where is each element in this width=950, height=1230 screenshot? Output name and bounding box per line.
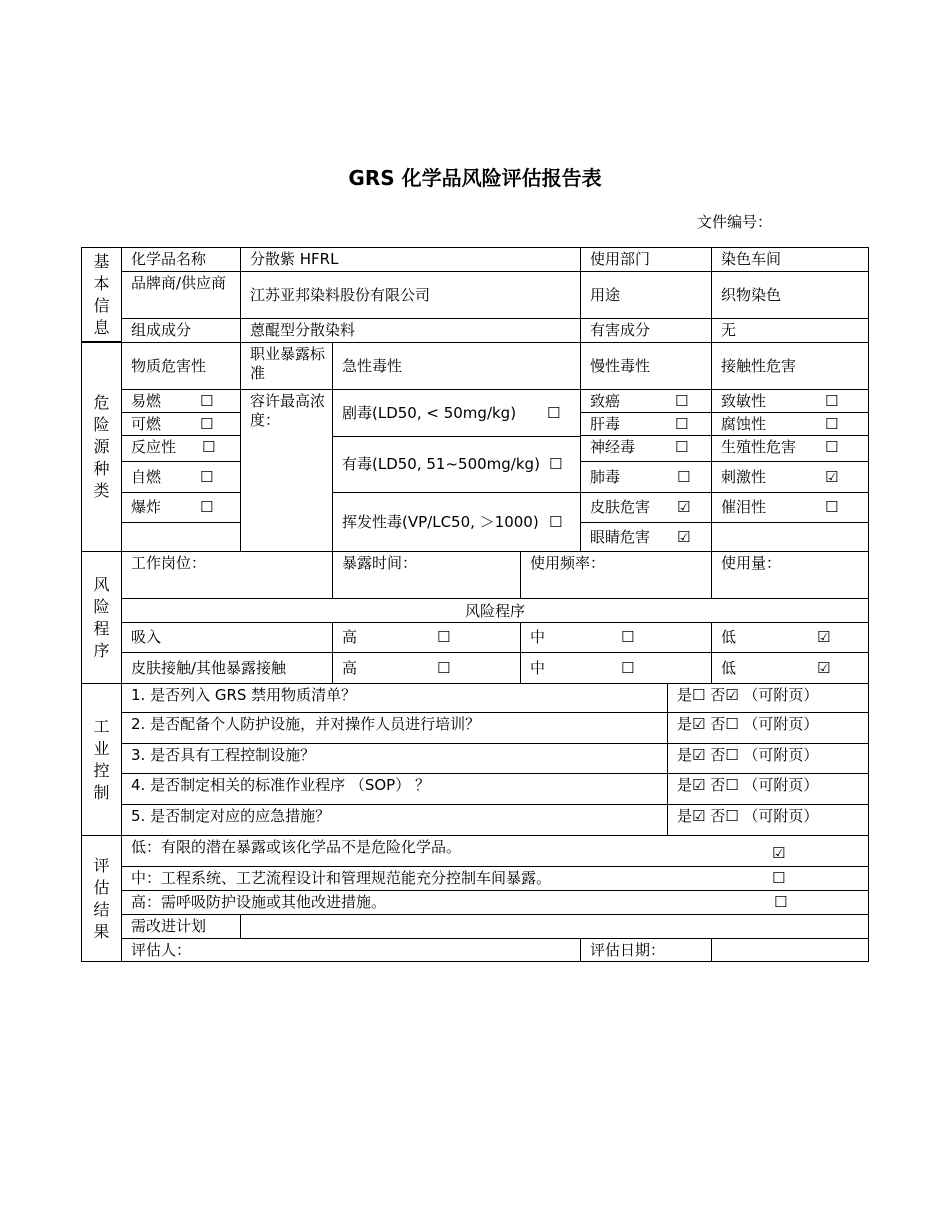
checkbox[interactable]: ☐ bbox=[825, 392, 839, 410]
hdr-contact-hazard: 接触性危害 bbox=[711, 342, 869, 390]
checkbox[interactable]: ☑ bbox=[677, 498, 691, 516]
use-label: 用途 bbox=[580, 271, 712, 319]
composition-value: 蒽醌型分散染料 bbox=[240, 318, 581, 343]
checkbox[interactable]: ☐ bbox=[675, 392, 689, 410]
section-result: 评估结果 bbox=[81, 835, 122, 962]
contact-item: 生殖性危害 ☐ bbox=[711, 435, 869, 462]
checkbox[interactable]: ☐ bbox=[200, 415, 214, 433]
harmful-label: 有害成分 bbox=[580, 318, 712, 343]
control-answer[interactable]: 是☑ 否☐ （可附页） bbox=[667, 712, 869, 744]
assessor-label: 评估人： bbox=[121, 938, 581, 962]
control-question: 4. 是否制定相关的标准作业程序 （SOP） ？ bbox=[121, 773, 668, 805]
exposure-limit: 容许最高浓度： bbox=[240, 389, 333, 552]
improvement-plan-value[interactable] bbox=[240, 914, 869, 939]
checkbox[interactable]: ☐ bbox=[202, 438, 216, 456]
risk-mid: 中 ☐ bbox=[520, 652, 712, 684]
checkbox[interactable]: ☐ bbox=[825, 438, 839, 456]
checkbox[interactable]: ☑ bbox=[817, 628, 831, 646]
checkbox[interactable]: ☐ bbox=[549, 455, 563, 473]
hdr-material-hazard: 物质危害性 bbox=[121, 342, 241, 390]
dept-label: 使用部门 bbox=[580, 247, 712, 272]
checkbox[interactable]: ☐ bbox=[200, 498, 214, 516]
checkbox[interactable]: ☐ bbox=[549, 512, 563, 531]
page-title: GRS 化学品风险评估报告表 bbox=[348, 166, 602, 190]
section-basic-info: 基本信息 bbox=[81, 247, 122, 342]
risk-high: 高 ☐ bbox=[332, 652, 521, 684]
control-answer[interactable]: 是☑ 否☐ （可附页） bbox=[667, 804, 869, 836]
acute-item: 有毒(LD50, 51~500mg/kg) ☐ bbox=[332, 436, 581, 493]
risk-low: 低 ☑ bbox=[711, 622, 869, 653]
checkbox[interactable]: ☐ bbox=[437, 628, 451, 646]
checkbox[interactable]: ☐ bbox=[547, 403, 561, 422]
checkbox[interactable]: ☑ bbox=[817, 658, 831, 677]
assess-date-value[interactable] bbox=[711, 938, 869, 962]
checkbox[interactable]: ☐ bbox=[675, 415, 689, 433]
contact-item: 腐蚀性 ☐ bbox=[711, 412, 869, 436]
acute-item: 剧毒(LD50, < 50mg/kg) ☐ bbox=[332, 389, 581, 437]
control-answer[interactable]: 是☐ 否☑ （可附页） bbox=[667, 683, 869, 713]
checkbox[interactable]: ☐ bbox=[825, 415, 839, 433]
contact-item: 致敏性 ☐ bbox=[711, 389, 869, 413]
checkbox[interactable]: ☑ bbox=[825, 467, 839, 486]
control-question: 1. 是否列入 GRS 禁用物质清单？ bbox=[121, 683, 668, 713]
brand-value: 江苏亚邦染料股份有限公司 bbox=[240, 271, 581, 319]
checkbox[interactable]: ☐ bbox=[200, 392, 214, 410]
checkbox[interactable]: ☐ bbox=[621, 628, 635, 646]
checkbox[interactable]: ☐ bbox=[772, 869, 786, 887]
hdr-chronic-tox: 慢性毒性 bbox=[580, 342, 712, 390]
chronic-item: 肝毒 ☐ bbox=[580, 412, 712, 436]
control-question: 3. 是否具有工程控制设施？ bbox=[121, 743, 668, 774]
control-answer[interactable]: 是☑ 否☐ （可附页） bbox=[667, 773, 869, 805]
checkbox[interactable]: ☑ bbox=[772, 844, 786, 862]
composition-label: 组成成分 bbox=[121, 318, 241, 343]
contact-empty bbox=[711, 522, 869, 552]
brand-label: 品牌商/供应商 bbox=[121, 271, 241, 319]
risk-low: 低 ☑ bbox=[711, 652, 869, 684]
checkbox[interactable]: ☑ bbox=[677, 527, 691, 546]
control-question: 5. 是否制定对应的应急措施？ bbox=[121, 804, 668, 836]
chronic-item: 皮肤危害 ☑ bbox=[580, 492, 712, 523]
chem-name-value: 分散紫 HFRL bbox=[240, 247, 581, 272]
chronic-item: 肺毒 ☐ bbox=[580, 461, 712, 493]
contact-item: 刺激性 ☑ bbox=[711, 461, 869, 493]
control-answer[interactable]: 是☑ 否☐ （可附页） bbox=[667, 743, 869, 774]
material-item: 自燃 ☐ bbox=[121, 461, 241, 493]
material-item: 可燃 ☐ bbox=[121, 412, 241, 436]
result-level-high: 高：需呼吸防护设施或其他改进措施。 ☐ bbox=[121, 890, 869, 915]
risk-high: 高 ☐ bbox=[332, 622, 521, 653]
checkbox[interactable]: ☐ bbox=[825, 498, 839, 516]
checkbox[interactable]: ☐ bbox=[200, 467, 214, 486]
material-item: 易燃 ☐ bbox=[121, 389, 241, 413]
material-item: 反应性 ☐ bbox=[121, 435, 241, 462]
acute-item: 挥发性毒(VP/LC50, ＞1000) ☐ bbox=[332, 492, 581, 552]
hdr-exposure-std: 职业暴露标准 bbox=[240, 342, 333, 390]
section-risk: 风险程序 bbox=[81, 551, 122, 684]
checkbox[interactable]: ☐ bbox=[675, 438, 689, 456]
work-post-label: 工作岗位： bbox=[121, 551, 333, 599]
use-frequency-label: 使用频率： bbox=[520, 551, 712, 599]
material-item: 爆炸 ☐ bbox=[121, 492, 241, 523]
risk-program-header: 风险程序 bbox=[121, 598, 869, 623]
checkbox[interactable]: ☐ bbox=[774, 893, 788, 911]
result-level-mid: 中：工程系统、工艺流程设计和管理规范能充分控制车间暴露。 ☐ bbox=[121, 866, 869, 891]
risk-route: 皮肤接触/其他暴露接触 bbox=[121, 652, 333, 684]
contact-item: 催泪性 ☐ bbox=[711, 492, 869, 523]
material-empty bbox=[121, 522, 241, 552]
doc-number-label: 文件编号： bbox=[697, 213, 773, 231]
dept-value: 染色车间 bbox=[711, 247, 869, 272]
section-control: 工业控制 bbox=[81, 683, 122, 836]
use-value: 织物染色 bbox=[711, 271, 869, 319]
result-level-low: 低：有限的潜在暴露或该化学品不是危险化学品。 ☑ bbox=[121, 835, 869, 867]
assess-date-label: 评估日期： bbox=[580, 938, 712, 962]
chronic-item: 眼睛危害 ☑ bbox=[580, 522, 712, 552]
checkbox[interactable]: ☐ bbox=[621, 658, 635, 677]
improvement-plan-label: 需改进计划 bbox=[121, 914, 241, 939]
chronic-item: 神经毒 ☐ bbox=[580, 435, 712, 462]
risk-route: 吸入 bbox=[121, 622, 333, 653]
checkbox[interactable]: ☐ bbox=[677, 467, 691, 486]
exposure-time-label: 暴露时间： bbox=[332, 551, 521, 599]
chem-name-label: 化学品名称 bbox=[121, 247, 241, 272]
checkbox[interactable]: ☐ bbox=[437, 658, 451, 677]
section-hazard: 危险源种类 bbox=[81, 342, 122, 552]
chronic-item: 致癌 ☐ bbox=[580, 389, 712, 413]
use-quantity-label: 使用量： bbox=[711, 551, 869, 599]
control-question: 2. 是否配备个人防护设施，并对操作人员进行培训？ bbox=[121, 712, 668, 744]
risk-mid: 中 ☐ bbox=[520, 622, 712, 653]
hdr-acute-tox: 急性毒性 bbox=[332, 342, 581, 390]
harmful-value: 无 bbox=[711, 318, 869, 343]
